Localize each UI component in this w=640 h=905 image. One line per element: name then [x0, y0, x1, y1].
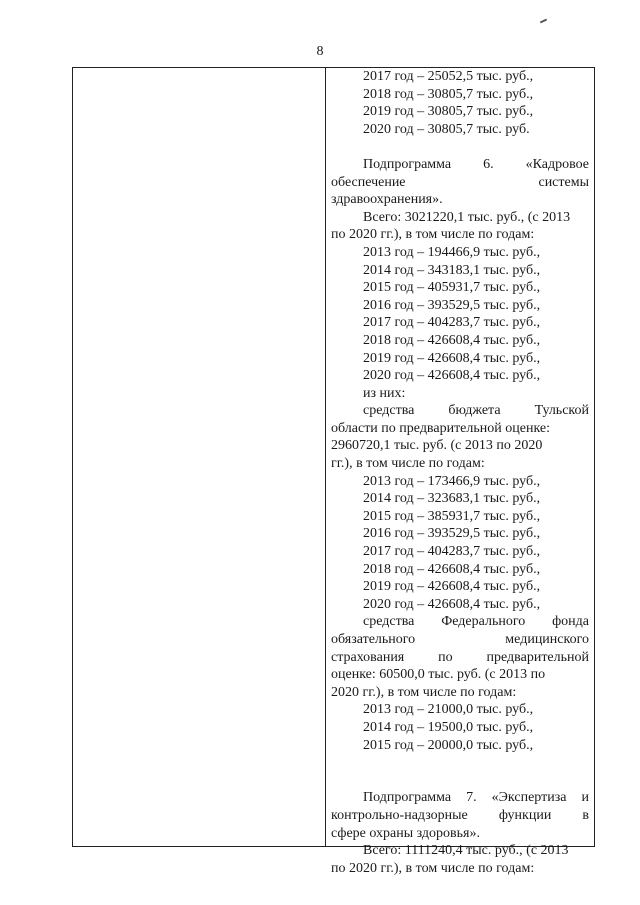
- text-line: оценке: 60500,0 тыс. руб. (с 2013 по: [331, 667, 546, 683]
- text-line: 2960720,1 тыс. руб. (с 2013 по 2020: [331, 438, 543, 454]
- text-line: 2013 год – 194466,9 тыс. руб.,: [363, 244, 541, 260]
- text-line: 2016 год – 393529,5 тыс. руб.,: [363, 526, 541, 542]
- text-line: средства бюджета Тульской: [363, 403, 589, 419]
- text-line: Всего: 3021220,1 тыс. руб., (с 2013: [363, 209, 571, 225]
- text-line: Всего: 1111240,4 тыс. руб., (с 2013: [363, 843, 569, 859]
- text-line: из них:: [363, 385, 406, 401]
- text-line: средства Федерального фонда: [363, 614, 589, 630]
- text-line: 2017 год – 404283,7 тыс. руб.,: [363, 544, 541, 560]
- text-line: 2015 год – 405931,7 тыс. руб.,: [363, 280, 541, 296]
- text-line: 2016 год – 393529,5 тыс. руб.,: [363, 297, 541, 313]
- program-table: [72, 67, 595, 876]
- table-right-column: [326, 68, 594, 876]
- text-line: по 2020 гг.), в том числе по годам:: [331, 227, 535, 243]
- text-line: 2013 год – 173466,9 тыс. руб.,: [363, 473, 541, 489]
- text-line: 2013 год – 21000,0 тыс. руб.,: [363, 702, 534, 718]
- text-line: по 2020 гг.), в том числе по годам:: [331, 860, 535, 876]
- text-line: сфере охраны здоровья».: [331, 825, 480, 841]
- blank-line: [331, 772, 589, 790]
- text-line: 2014 год – 323683,1 тыс. руб.,: [363, 491, 541, 507]
- text-line: 2018 год – 30805,7 тыс. руб.,: [363, 86, 534, 102]
- scan-mark: [540, 19, 547, 24]
- text-line: Подпрограмма 6. «Кадровое: [363, 156, 589, 172]
- text-line: 2019 год – 426608,4 тыс. руб.,: [363, 350, 541, 366]
- text-line: гг.), в том числе по годам:: [331, 456, 485, 472]
- text-line: 2014 год – 19500,0 тыс. руб.,: [363, 719, 534, 735]
- text-line: 2019 год – 426608,4 тыс. руб.,: [363, 579, 541, 595]
- text-line: страхования по предварительной: [331, 649, 589, 665]
- text-line: 2020 год – 30805,7 тыс. руб.: [363, 121, 530, 137]
- blank-line: [331, 754, 589, 772]
- text-line: обязательного медицинского: [331, 632, 589, 647]
- text-line: 2015 год – 385931,7 тыс. руб.,: [363, 508, 541, 524]
- text-line: 2020 гг.), в том числе по годам:: [331, 684, 517, 700]
- text-line: 2019 год – 30805,7 тыс. руб.,: [363, 104, 534, 120]
- text-line: 2015 год – 20000,0 тыс. руб.,: [363, 737, 534, 753]
- text-line: 2020 год – 426608,4 тыс. руб.,: [363, 368, 541, 384]
- text-line: 2017 год – 404283,7 тыс. руб.,: [363, 315, 541, 331]
- text-line: Подпрограмма 7. «Экспертиза и: [363, 790, 589, 806]
- text-line: 2020 год – 426608,4 тыс. руб.,: [363, 596, 541, 612]
- text-line: обеспечение системы: [331, 174, 589, 190]
- text-line: 2017 год – 25052,5 тыс. руб.,: [363, 69, 534, 84]
- text-line: 2018 год – 426608,4 тыс. руб.,: [363, 332, 541, 348]
- text-line: 2018 год – 426608,4 тыс. руб.,: [363, 561, 541, 577]
- table-left-column: [73, 68, 326, 846]
- text-line: области по предварительной оценке:: [331, 420, 551, 436]
- page-number: 8: [316, 44, 324, 59]
- text-line: здравоохранения».: [331, 192, 443, 208]
- text-line: 2014 год – 343183,1 тыс. руб.,: [363, 262, 541, 278]
- blank-line: [331, 138, 589, 156]
- text-line: контрольно-надзорные функции в: [331, 807, 589, 823]
